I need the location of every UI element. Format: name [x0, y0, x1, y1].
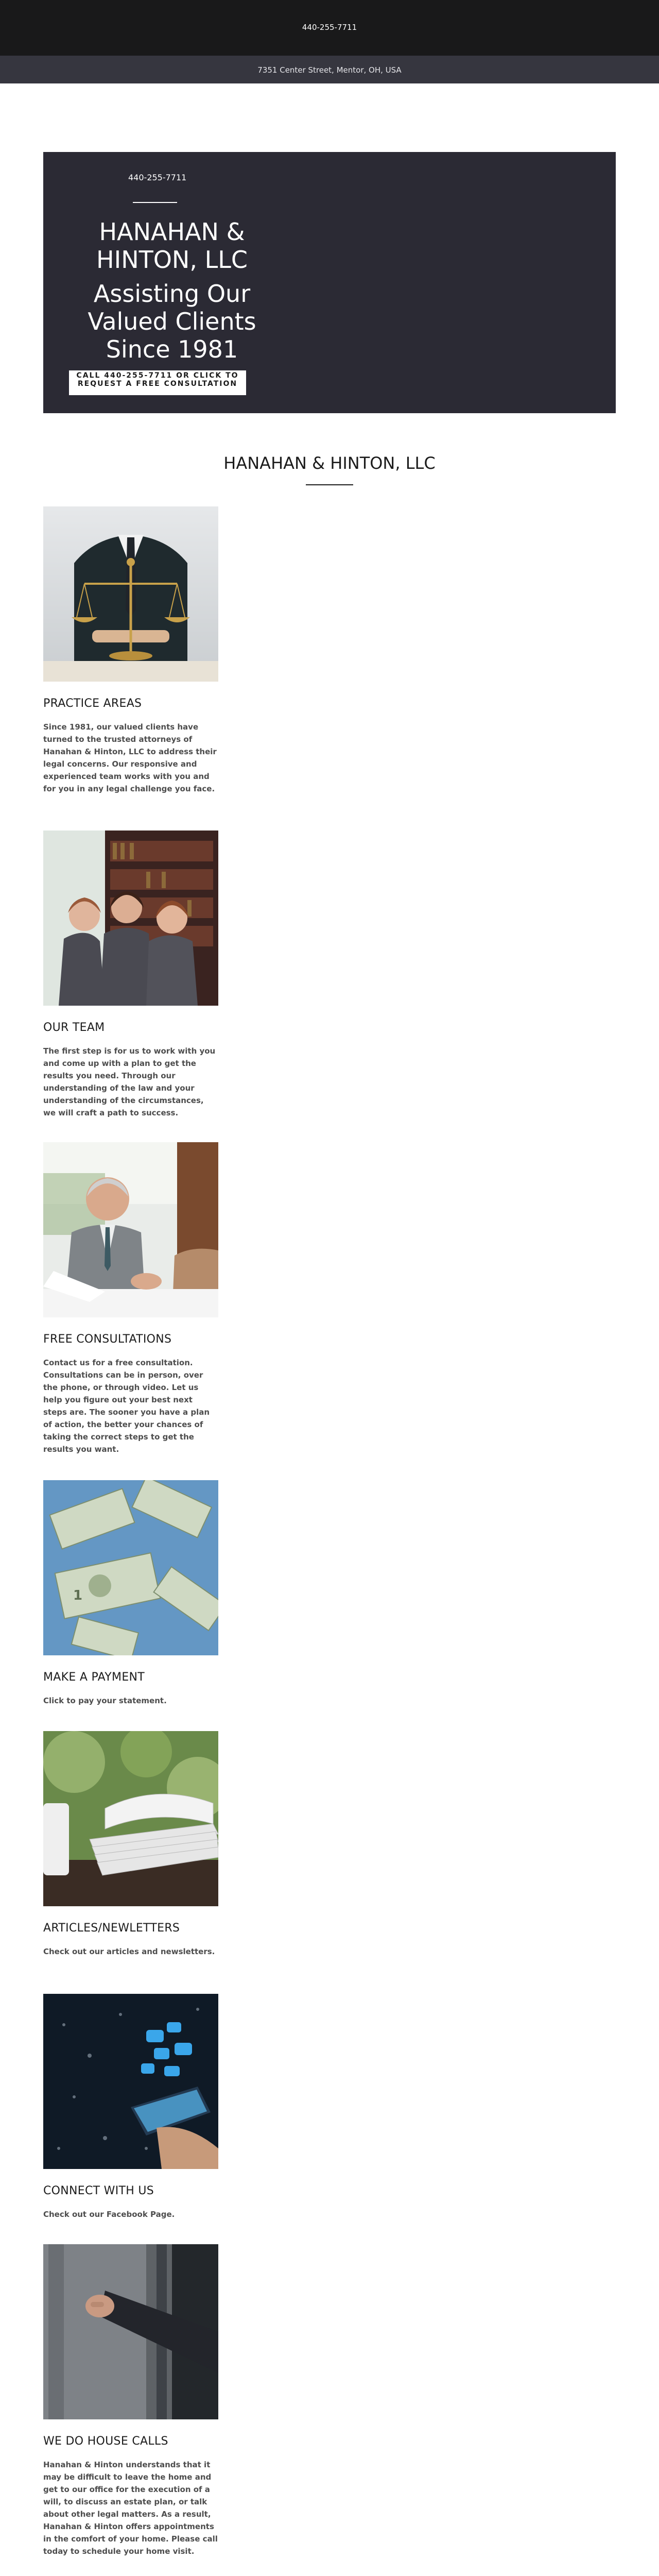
card-title: FREE CONSULTATIONS: [43, 1333, 172, 1346]
social-media-phone-image[interactable]: [43, 1994, 218, 2169]
cta-label: CALL 440-255-7711 OR CLICK TO REQUEST A FREE CONSULTATION: [76, 371, 239, 388]
card-title: OUR TEAM: [43, 1021, 105, 1034]
knocking-door-image[interactable]: [43, 2244, 218, 2419]
card-title: ARTICLES/NEWLETTERS: [43, 1922, 180, 1935]
card-make-a-payment[interactable]: [43, 1480, 218, 1707]
request-consultation-button[interactable]: [69, 370, 246, 395]
card-articles-newsletters[interactable]: [43, 1731, 218, 1958]
card-body: Hanahan & Hinton understands that it may be difficult to leave the home and get to our office for the execution of a will, to discuss an estate plan, or talk about other legal matters. As a result, Hanahan & Hinton offers appointments in the comfort of your home. Please call today to schedule your home visit.: [43, 2460, 218, 2556]
card-body: Contact us for a free consultation. Consultations can be in person, over the phone, or through video. Let us help you figure out your best next steps are. The sooner you have a plan of action, the better your chances of taking the correct steps to get the results you want.: [43, 1358, 210, 1454]
team-photo-image[interactable]: [43, 831, 218, 1006]
card-house-calls[interactable]: [43, 2244, 218, 2557]
consultation-meeting-image[interactable]: [43, 1142, 218, 1317]
card-title: WE DO HOUSE CALLS: [43, 2435, 168, 2448]
card-title: MAKE A PAYMENT: [43, 1671, 145, 1684]
address-bar: [0, 56, 659, 83]
card-body: Click to pay your statement.: [43, 1696, 167, 1705]
card-title: CONNECT WITH US: [43, 2184, 154, 2197]
hero-tagline: Assisting Our Valued Clients Since 1981: [88, 280, 256, 363]
section-title-divider: [306, 484, 353, 485]
newspapers-image[interactable]: [43, 1731, 218, 1906]
card-our-team[interactable]: [43, 831, 218, 1119]
svg-text:1: 1: [73, 1588, 83, 1603]
scales-of-justice-image[interactable]: [43, 506, 218, 682]
hero-divider: [133, 202, 177, 203]
topbar-phone-link[interactable]: 440-255-7711: [302, 23, 357, 32]
address-link[interactable]: 7351 Center Street, Mentor, OH, USA: [257, 65, 402, 75]
card-body: Check out our Facebook Page.: [43, 2210, 175, 2219]
card-practice-areas[interactable]: [43, 506, 218, 795]
hero-phone-link[interactable]: 440-255-7711: [128, 173, 187, 182]
hero-banner: [43, 152, 616, 413]
section-title: HANAHAN & HINTON, LLC: [223, 453, 436, 473]
card-body: Since 1981, our valued clients have turned to the trusted attorneys of Hanahan & Hinton, LLC to address their legal concerns. Our responsive and experienced team works with you and for you in any legal challenge you face.: [43, 722, 217, 793]
hero-firm-name: HANAHAN & HINTON, LLC: [96, 218, 248, 274]
card-body: The first step is for us to work with you and come up with a plan to get the results you need. Through our understanding of the law and your understanding of the circumstances, we will craft a path to success.: [43, 1046, 216, 1117]
card-connect-with-us[interactable]: [43, 1994, 218, 2221]
dollar-bills-image[interactable]: [43, 1480, 218, 1655]
card-title: PRACTICE AREAS: [43, 697, 142, 710]
top-bar: [0, 0, 659, 56]
card-free-consultations[interactable]: [43, 1142, 218, 1455]
card-body: Check out our articles and newsletters.: [43, 1947, 215, 1956]
